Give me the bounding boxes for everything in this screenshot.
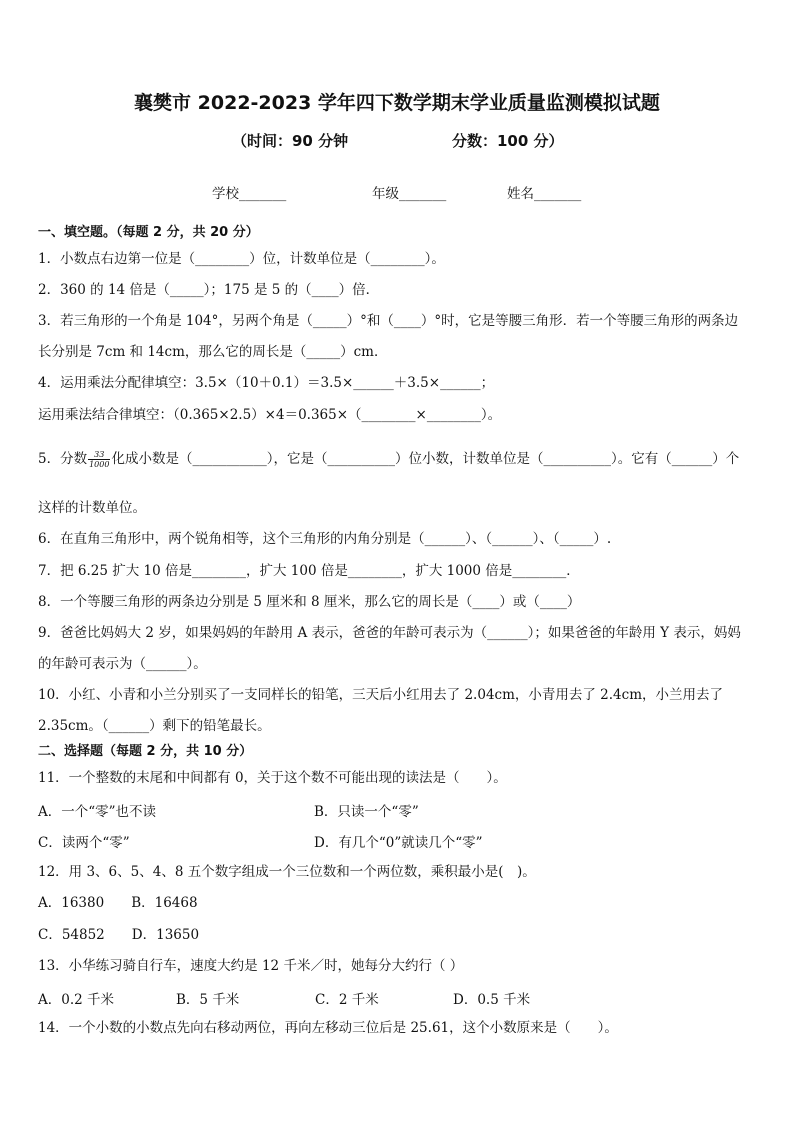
question-8: 8．一个等腰三角形的两条边分别是 5 厘米和 8 厘米，那么它的周长是（____）或（____） [38, 594, 581, 610]
fraction-numerator: 33 [88, 450, 110, 460]
question-4-line-2: 运用乘法结合律填空：（0.365×2.5）×4＝0.365×（________×________）。 [38, 407, 502, 423]
question-5-prefix: 5．分数 [38, 451, 88, 467]
school-field: 学校_______ [212, 186, 287, 202]
question-11-option-c: C．读两个“零” [38, 835, 130, 851]
question-13-option-c: C．2 千米 [315, 992, 379, 1008]
question-3-line-2: 长分别是 7cm 和 14cm，那么它的周长是（_____）cm． [38, 344, 388, 360]
question-3-line-1: 3．若三角形的一个角是 104°，另两个角是（_____）°和（____）°时，它是等腰三角形．若一个等腰三角形的两条边 [38, 313, 739, 329]
question-6: 6．在直角三角形中，两个锐角相等，这个三角形的内角分别是（______）、（______）、（_____）. [38, 531, 612, 547]
question-11-option-d: D．有几个“0”就读几个“零” [314, 835, 483, 851]
question-11-option-b: B．只读一个“零” [314, 804, 419, 820]
section-heading-multiple-choice: 二、选择题（每题 2 分，共 10 分） [38, 744, 253, 759]
section-heading-fill-in: 一、填空题。（每题 2 分，共 20 分） [38, 225, 259, 240]
question-11: 11．一个整数的末尾和中间都有 0，关于这个数不可能出现的读法是（ ）。 [38, 770, 507, 786]
question-5-suffix: 化成小数是（___________），它是（__________）位小数，计数单位是（__________）。它有（______）个 [111, 451, 740, 467]
question-4-line-1: 4．运用乘法分配律填空：3.5×（10＋0.1）＝3.5×______＋3.5×______； [38, 375, 495, 391]
question-7: 7．把 6.25 扩大 10 倍是________，扩大 100 倍是________，扩大 1000 倍是________． [38, 563, 580, 579]
question-13: 13．小华练习骑自行车，速度大约是 12 千米／时，她每分大约行（ ） [38, 958, 464, 974]
question-14: 14．一个小数的小数点先向右移动两位，再向左移动三位后是 25.61，这个小数原来是（ ）。 [38, 1020, 618, 1036]
question-10-line-2: 2.35cm。（______）剩下的铅笔最长。 [38, 718, 271, 734]
question-13-option-b: B．5 千米 [176, 992, 240, 1008]
question-5 [38, 450, 739, 469]
page-title: 襄樊市 2022-2023 学年四下数学期末学业质量监测模拟试题 [134, 92, 660, 114]
question-12-options-cd: C．54852 D．13650 [38, 927, 200, 943]
question-13-option-d: D．0.5 千米 [453, 992, 531, 1008]
question-2: 2．360 的 14 倍是（_____）；175 是 5 的（____）倍． [38, 282, 380, 298]
question-11-option-a: A．一个“零”也不读 [38, 804, 157, 820]
question-1: 1．小数点右边第一位是（________）位，计数单位是（________）。 [38, 251, 445, 267]
question-13-option-a: A．0.2 千米 [38, 992, 115, 1008]
question-9-line-2: 的年龄可表示为（______）。 [38, 656, 207, 672]
question-12-options-ab: A．16380 B．16468 [38, 895, 198, 911]
exam-time: （时间：90 分钟 [232, 132, 349, 150]
question-10-line-1: 10．小红、小青和小兰分别买了一支同样长的铅笔，三天后小红用去了 2.04cm，小青用去了 2.4cm，小兰用去了 [38, 687, 724, 703]
fraction [88, 450, 110, 469]
name-field: 姓名_______ [507, 186, 582, 202]
exam-score: 分数：100 分） [452, 132, 564, 150]
question-9-line-1: 9．爸爸比妈妈大 2 岁，如果妈妈的年龄用 A 表示，爸爸的年龄可表示为（______）；如果爸爸的年龄用 Y 表示，妈妈 [38, 625, 741, 641]
fraction-denominator: 1000 [89, 460, 110, 469]
question-12: 12．用 3、6、5、4、8 五个数字组成一个三位数和一个两位数，乘积最小是( )。 [38, 864, 536, 880]
question-5-line-2: 这样的计数单位。 [38, 500, 146, 516]
grade-field: 年级_______ [372, 186, 447, 202]
